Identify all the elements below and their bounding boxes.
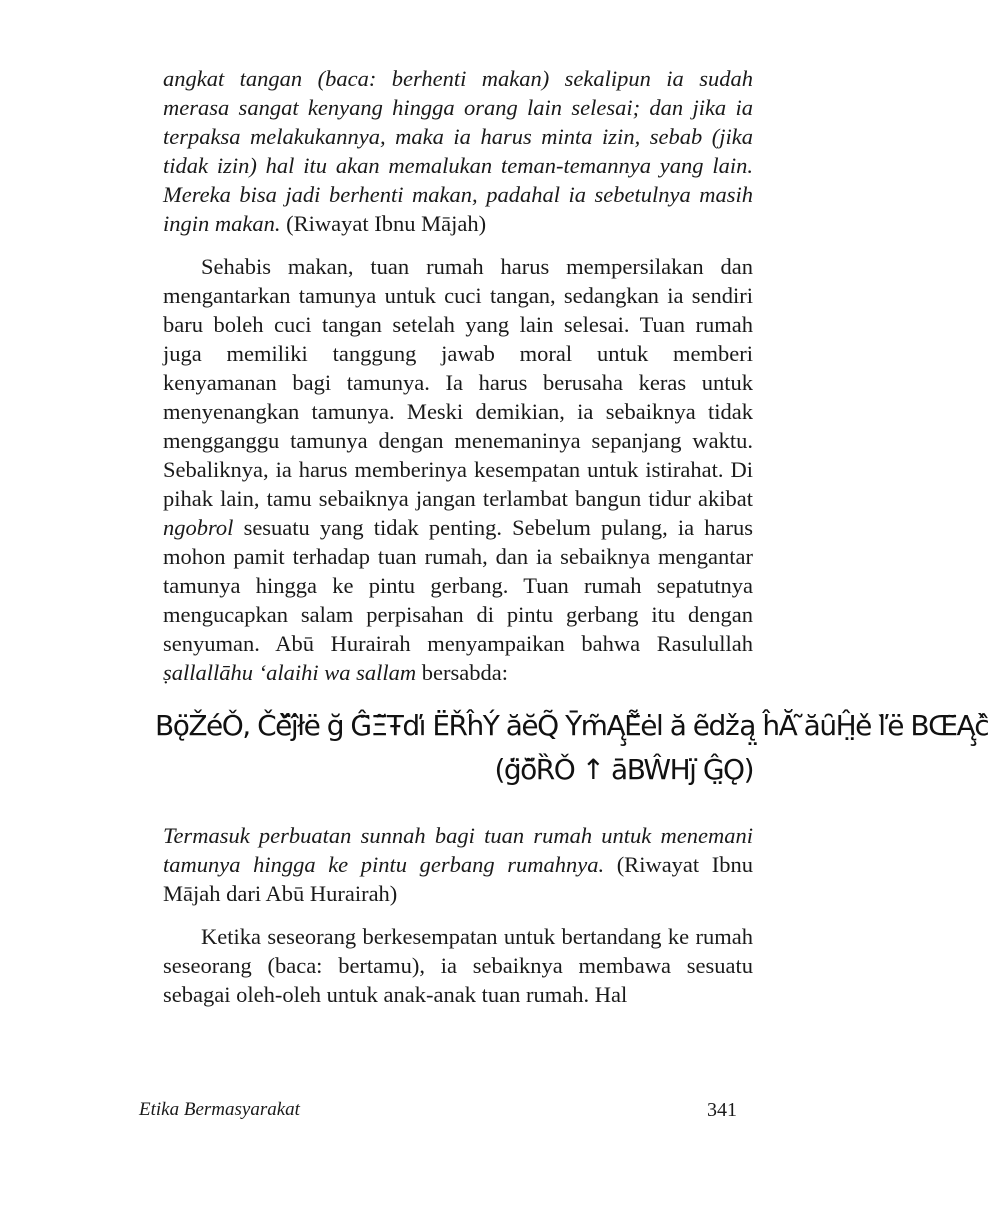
hadith-translation-text: Termasuk perbuatan sunnah bagi tuan rumah untuk menemani tamunya hingga ke pintu gerbang rumahnya.: [163, 823, 753, 877]
arabic-hadith-line-2: (ģ̈ŏ̃ȐǑ ↑ āBŴHj̈ Ĝ̤Ǫ): [494, 753, 753, 786]
body-text: Sehabis makan, tuan rumah harus mempersilakan dan mengantarkan tamunya untuk cuci tangan, sedangkan ia sendiri baru boleh cuci tangan setelah yang lain selesai. Tuan rumah juga memiliki tanggung jawab moral untuk memberi kenyamanan bagi tamunya. Ia harus berusaha keras untuk menyenangkan tamunya. Meski demikian, ia sebaiknya tidak mengganggu tamunya dengan menemaninya sepanjang waktu. Sebaliknya, ia harus memberinya kesempatan untuk istirahat. Di pihak lain, tamu sebaiknya jangan terlambat bangun tidur akibat: [163, 254, 753, 511]
hadith-source: (Riwayat Ibnu Mājah dari Abū Hurairah): [163, 852, 754, 906]
honorific-phrase: ṣallallāhu ‘alaihi wa sallam: [163, 660, 417, 685]
body-text: bersabda:: [421, 660, 508, 685]
arabic-hadith-block: [155, 705, 988, 791]
body-text: Ketika seseorang berkesempatan untuk bertandang ke rumah seseorang (baca: bertamu), ia sebaiknya membawa sesuatu sebagai oleh-oleh untuk anak-anak tuan rumah. Hal: [163, 924, 753, 1007]
page-number: 341: [707, 1099, 737, 1121]
body-paragraph-visiting: [163, 922, 753, 1009]
running-title: Etika Bermasyarakat: [139, 1099, 300, 1120]
italic-term: ngobrol: [163, 515, 234, 540]
hadith-translation-continued: [163, 64, 753, 238]
hadith-translation-text: angkat tangan (baca: berhenti makan) sekalipun ia sudah merasa sangat kenyang hingga orang lain selesai; dan jika ia terpaksa melakukannya, maka ia harus minta izin, sebab (jika tidak izin) hal itu akan memalukan teman-temannya yang lain. Mereka bisa jadi berhenti makan, padahal ia sebetulnya masih ingin makan.: [163, 66, 753, 236]
arabic-hadith-line-1: Bǫ̈ŽéǑ, Čě̌ĵ̈łë ğ Ĝ̈Ξ̃Ŧďı ËŘĥÝ ăĕQ̃ Ȳm̃Ą̧Ẽ̌ėl ă ẽǆą̤ ĥĂ ̃ăȗĤ̤ě ľ̀ë BŒ̃Ą̧ĉ̀: [155, 709, 988, 742]
page-body: [155, 64, 988, 1009]
body-paragraph-host-duties: [163, 252, 753, 687]
hadith-translation: [163, 821, 753, 908]
hadith-source: (Riwayat Ibnu Mājah): [286, 211, 487, 236]
body-text: sesuatu yang tidak penting. Sebelum pulang, ia harus mohon pamit terhadap tuan rumah, dan ia sebaiknya mengantar tamunya hingga ke pintu gerbang. Tuan rumah sepatutnya mengucapkan salam perpisahan di pintu gerbang itu dengan senyuman. Abū Hurairah menyampaikan bahwa Rasulullah: [163, 515, 754, 656]
